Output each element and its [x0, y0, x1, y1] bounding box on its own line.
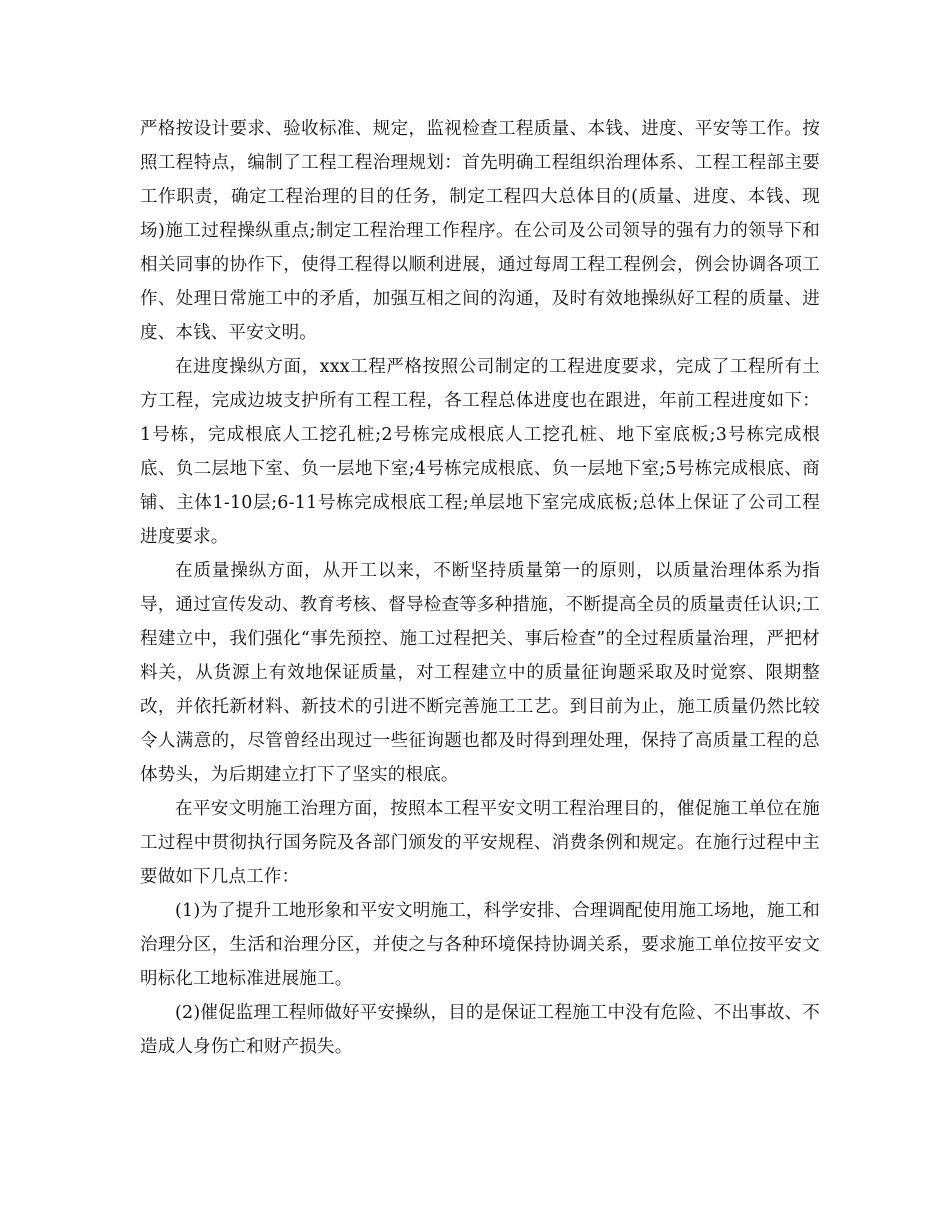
paragraph-safety-item-2: (2)催促监理工程师做好平安操纵，目的是保证工程施工中没有危险、不出事故、不造成人身伤亡和财产损失。 — [140, 1003, 820, 1057]
paragraph-safety-item-1: (1)为了提升工地形象和平安文明施工，科学安排、合理调配使用施工场地，施工和治理分区，生活和治理分区，并使之与各种环境保持协调关系，要求施工单位按平安文明标化工地标准进展施工。 — [140, 901, 820, 989]
paragraph-safety-management: 在平安文明施工治理方面，按照本工程平安文明工程治理目的，催促施工单位在施工过程中贯彻执行国务院及各部门颁发的平安规程、消费条例和规定。在施行过程中主要做如下几点工作： — [140, 799, 820, 887]
paragraph-project-management: 严格按设计要求、验收标准、规定，监视检查工程质量、本钱、进度、平安等工作。按照工程特点，编制了工程工程治理规划：首先明确工程组织治理体系、工程工程部主要工作职责，确定工程治理的目的任务，制定工程四大总体目的(质量、进度、本钱、现场)施工过程操纵重点;制定工程治理工作程序。在公司及公司领导的强有力的领导下和相关同事的协作下，使得工程得以顺利进展，通过每周工程工程例会，例会协调各项工作、处理日常施工中的矛盾，加强互相之间的沟通，及时有效地操纵好工程的质量、进度、本钱、平安文明。 — [140, 119, 820, 343]
document-body — [140, 112, 820, 1064]
paragraph-quality-control: 在质量操纵方面，从开工以来，不断坚持质量第一的原则，以质量治理体系为指导，通过宣传发动、教育考核、督导检查等多种措施，不断提高全员的质量责任认识;工程建立中，我们强化“事先预控、施工过程把关、事后检查”的全过程质量治理，严把材料关，从货源上有效地保证质量，对工程建立中的质量征询题采取及时觉察、限期整改，并依托新材料、新技术的引进不断完善施工工艺。到目前为止，施工质量仍然比较令人满意的，尽管曾经出现过一些征询题也都及时得到理处理，保持了高质量工程的总体势头，为后期建立打下了坚实的根底。 — [140, 561, 820, 785]
paragraph-progress-control: 在进度操纵方面，xxx工程严格按照公司制定的工程进度要求，完成了工程所有土方工程，完成边坡支护所有工程工程，各工程总体进度也在跟进，年前工程进度如下：1号栋，完成根底人工挖孔桩;2号栋完成根底人工挖孔桩、地下室底板;3号栋完成根底、负二层地下室、负一层地下室;4号栋完成根底、负一层地下室;5号栋完成根底、商铺、主体1-10层;6-11号栋完成根底工程;单层地下室完成底板;总体上保证了公司工程进度要求。 — [140, 357, 820, 547]
